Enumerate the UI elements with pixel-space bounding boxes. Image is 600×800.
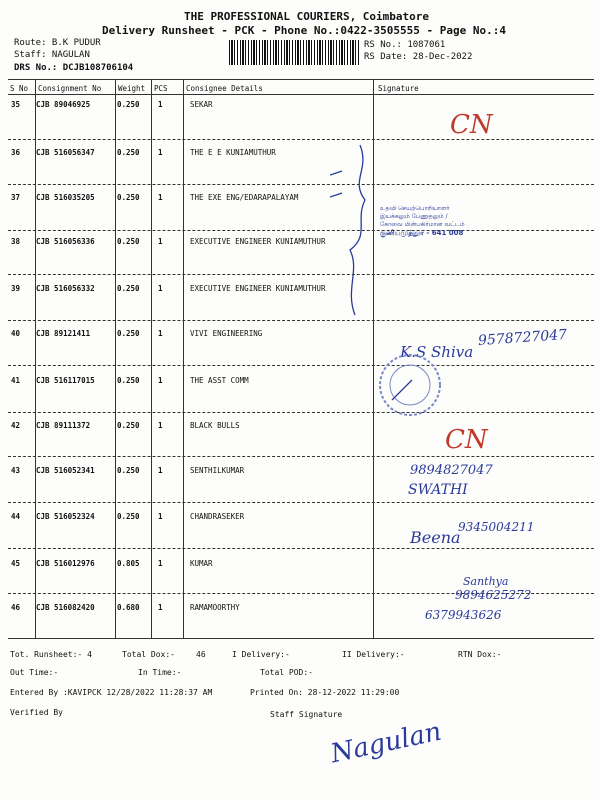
runsheet-subtitle: Delivery Runsheet - PCK - Phone No.:0422-3505555 - Page No.:4: [102, 24, 506, 37]
phone-44: 9345004211: [458, 520, 535, 534]
row-consignment: CJB 516012976: [36, 559, 95, 568]
row-consignee: EXECUTIVE ENGINEER KUNIAMUTHUR: [190, 284, 326, 293]
cn-mark-1: CN: [450, 110, 493, 140]
row-weight: 0.250: [117, 100, 140, 109]
table-row: [8, 603, 594, 649]
row-sno: 43: [11, 466, 21, 475]
row-pcs: 1: [158, 329, 163, 338]
signature-41: K.S Shiva: [400, 343, 474, 361]
row-divider: [8, 548, 594, 549]
row-consignment: CJB 516056336: [36, 237, 95, 246]
row-sno: 46: [11, 603, 21, 612]
cn-mark-2: CN: [445, 425, 488, 455]
phone-45b: 6379943626: [425, 608, 502, 622]
phone-43: 9894827047: [410, 463, 493, 478]
row-pcs: 1: [158, 100, 163, 109]
col-weight: Weight: [118, 84, 146, 93]
seal-stamp: [372, 350, 452, 420]
entered-by: Entered By :KAVIPCK 12/28/2022 11:28:37 AM: [10, 688, 213, 697]
row-weight: 0.250: [117, 329, 140, 338]
table-header-border: [8, 94, 594, 95]
table-bottom-border: [8, 638, 594, 639]
row-divider: [8, 274, 594, 275]
row-pcs: 1: [158, 237, 163, 246]
row-consignment: CJB 516052324: [36, 512, 95, 521]
name-44: Beena: [410, 528, 461, 547]
row-pcs: 1: [158, 376, 163, 385]
row-sno: 36: [11, 148, 21, 157]
row-sno: 37: [11, 193, 21, 202]
col-sno: S No: [10, 84, 29, 93]
row-divider: [8, 365, 594, 366]
row-divider: [8, 230, 594, 231]
rtn-dox: RTN Dox:-: [458, 650, 502, 659]
barcode: [229, 40, 359, 65]
row-consignee: SEKAR: [190, 100, 213, 109]
table-row: [8, 512, 594, 558]
row-pcs: 1: [158, 512, 163, 521]
row-sno: 42: [11, 421, 21, 430]
stamp-line: இயக்கலும் பேணுதலும் /: [380, 213, 448, 220]
company-title: THE PROFESSIONAL COURIERS, Coimbatore: [184, 10, 430, 23]
stamp-line: உதவி செயற்பொறியாளர்: [380, 205, 450, 212]
row-weight: 0.250: [117, 512, 140, 521]
row-consignee: THE E E KUNIAMUTHUR: [190, 148, 276, 157]
rs-date: RS Date: 28-Dec-2022: [364, 52, 473, 62]
row-pcs: 1: [158, 193, 163, 202]
row-pcs: 1: [158, 421, 163, 430]
row-consignee: EXECUTIVE ENGINEER KUNIAMUTHUR: [190, 237, 326, 246]
row-consignment: CJB 89111372: [36, 421, 91, 430]
printed-on: Printed On: 28-12-2022 11:29:00: [250, 688, 400, 697]
total-dox-value: 46: [196, 650, 206, 659]
row-weight: 0.250: [117, 466, 140, 475]
row-consignee: THE ASST COMM: [190, 376, 249, 385]
col-signature: Signature: [378, 84, 419, 93]
row-divider: [8, 320, 594, 321]
row-sno: 41: [11, 376, 21, 385]
table-row: [8, 148, 594, 194]
row-weight: 0.250: [117, 148, 140, 157]
row-consignment: CJB 516056347: [36, 148, 95, 157]
row-consignment: CJB 516082420: [36, 603, 95, 612]
total-dox-label: Total Dox:-: [122, 650, 175, 659]
row-divider: [8, 412, 594, 413]
row-weight: 0.805: [117, 559, 140, 568]
table-row: [8, 466, 594, 512]
staff-label: Staff: NAGULAN: [14, 50, 90, 60]
staff-signature: Nagulan: [328, 716, 445, 770]
row-consignee: THE EXE ENG/EDARAPALAYAM: [190, 193, 299, 202]
official-stamp: [380, 205, 465, 237]
table-top-border: [8, 79, 594, 80]
stamp-line: குனியமுத்தூர் - 641 008: [380, 229, 464, 237]
route-label: Route: B.K PUDUR: [14, 38, 101, 48]
in-time: In Time:-: [138, 668, 182, 677]
row-weight: 0.250: [117, 193, 140, 202]
row-sno: 45: [11, 559, 21, 568]
row-pcs: 1: [158, 284, 163, 293]
row-pcs: 1: [158, 559, 163, 568]
row-weight: 0.250: [117, 421, 140, 430]
row-weight: 0.250: [117, 376, 140, 385]
row-consignee: CHANDRASEKER: [190, 512, 245, 521]
row-sno: 44: [11, 512, 21, 521]
table-row: [8, 237, 594, 283]
ii-delivery: II Delivery:-: [342, 650, 405, 659]
staff-signature-label: Staff Signature: [270, 710, 343, 719]
row-divider: [8, 184, 594, 185]
col-consignee: Consignee Details: [186, 84, 263, 93]
stamp-line: கோவை மின்பகிர்மான வட்டம்: [380, 221, 465, 228]
phone-45a: 9894625272: [455, 588, 532, 602]
table-row: [8, 421, 594, 467]
name-43: SWATHI: [408, 482, 468, 498]
row-sno: 39: [11, 284, 21, 293]
row-consignment: CJB 516052341: [36, 466, 95, 475]
col-consignment: Consignment No: [38, 84, 102, 93]
tot-runsheet: Tot. Runsheet:- 4: [10, 650, 92, 659]
row-divider: [8, 456, 594, 457]
row-consignment: CJB 89046925: [36, 100, 91, 109]
row-divider: [8, 139, 594, 140]
row-consignment: CJB 516035205: [36, 193, 95, 202]
row-consignee: SENTHILKUMAR: [190, 466, 245, 475]
row-weight: 0.680: [117, 603, 140, 612]
col-pcs: PCS: [154, 84, 168, 93]
out-time: Out Time:-: [10, 668, 59, 677]
row-divider: [8, 502, 594, 503]
row-consignee: RAMAMOORTHY: [190, 603, 240, 612]
row-consignee: BLACK BULLS: [190, 421, 240, 430]
total-pod: Total POD:-: [260, 668, 313, 677]
table-row: [8, 193, 594, 239]
rs-number: RS No.: 1087061: [364, 40, 446, 50]
row-consignment: CJB 89121411: [36, 329, 91, 338]
drs-number: DRS No.: DCJB108706104: [14, 63, 134, 73]
table-row: [8, 376, 594, 422]
i-delivery: I Delivery:-: [232, 650, 290, 659]
name-45: Santhya: [463, 575, 509, 588]
row-consignee: KUMAR: [190, 559, 213, 568]
row-weight: 0.250: [117, 237, 140, 246]
row-pcs: 1: [158, 603, 163, 612]
row-consignment: CJB 516117015: [36, 376, 95, 385]
row-weight: 0.250: [117, 284, 140, 293]
row-sno: 38: [11, 237, 21, 246]
row-pcs: 1: [158, 148, 163, 157]
row-pcs: 1: [158, 466, 163, 475]
row-sno: 40: [11, 329, 21, 338]
row-sno: 35: [11, 100, 21, 109]
phone-40: 9578727047: [477, 326, 568, 350]
table-row: [8, 284, 594, 330]
row-consignment: CJB 516056332: [36, 284, 95, 293]
verified-by: Verified By: [10, 708, 63, 717]
row-consignee: VIVI ENGINEERING: [190, 329, 263, 338]
